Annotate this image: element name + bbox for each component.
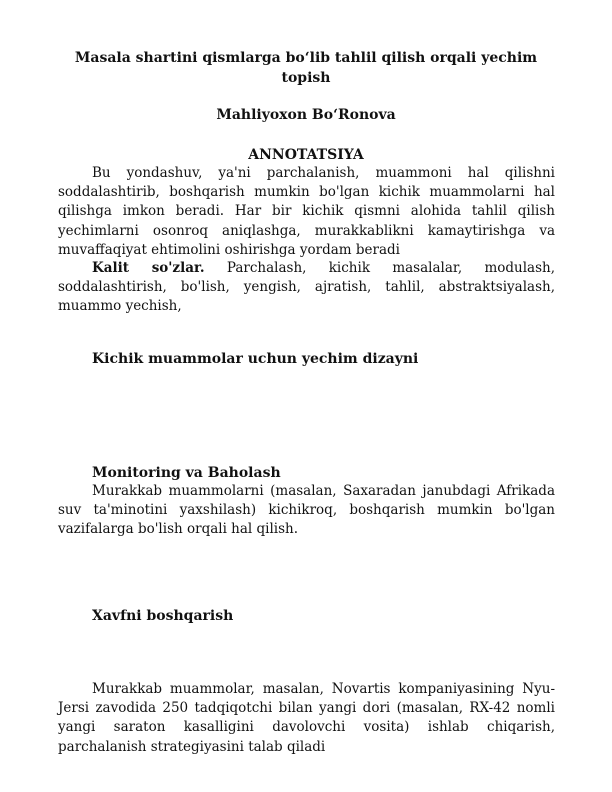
keywords-paragraph (58, 259, 555, 317)
abstract-heading: ANNOTATSIYA (248, 147, 364, 163)
section-heading-risk: Xavfni boshqarish (92, 608, 234, 624)
keywords-text: Parchalash, kichik masalalar, modulash, soddalashtirish, bo'lish, yengish, ajratish, tahlil, abstraktsiyalash, muammo yechish, (58, 260, 555, 315)
section-text-risk: Murakkab muammolar, masalan, Novartis kompaniyasining Nyu-Jersi zavodida 250 tadqiqotchi bilan yangi dori (masalan, RX-42 nomli yangi saraton kasalligini davolovchi vosita) ishlab chiqarish, parchalanish strategiyasini talab qiladi (58, 681, 555, 755)
section-text-monitoring: Murakkab muammolarni (masalan, Saxaradan janubdagi Afrikada suv ta'minotini yaxshilash) kichikroq, boshqarish mumkin bo'lgan vazifalarga bo'lish orqali hal qilish. (58, 483, 555, 538)
author-name: Mahliyoxon Bo‘Ronova (216, 107, 396, 123)
abstract-text: Bu yondashuv, ya'ni parchalanish, muammoni hal qilishni soddalashtirib, boshqarish mumkin bo'lgan kichik muammolarni hal qilishga imkon beradi. Har bir kichik qismni alohida tahlil qilish yechimlarni osonroq aniqlashga, murakkablikni kamaytirishga va muvaffaqiyat ehtimolini oshirishga yordam beradi (58, 165, 555, 258)
document-title: Masala shartini qismlarga bo‘lib tahlil qilish orqali yechim topish (74, 50, 538, 86)
section-heading-solution-design: Kichik muammolar uchun yechim dizayni (92, 351, 419, 367)
keywords-label: Kalit so'zlar. (92, 260, 205, 276)
section-heading-monitoring: Monitoring va Baholash (92, 465, 281, 481)
